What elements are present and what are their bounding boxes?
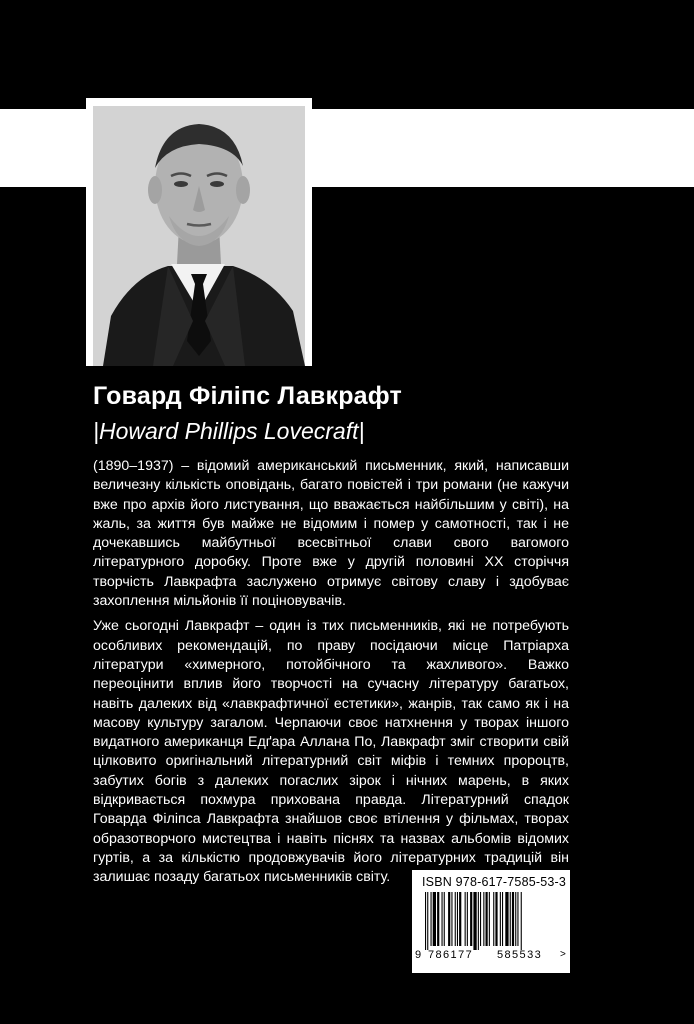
author-portrait <box>93 106 305 366</box>
barcode-bar <box>467 892 468 946</box>
bio-paragraph: (1890–1937) – відомий американський письменник, який, написавши величезну кількість оповідань, багато повістей і три романи (не кажучи вже про архів його листування, що вважається найбільшим у світі), на жаль, за життя був майже не відомим і помер у самотності, так і не дочекавшись майбутньої всесвітньої слави свого вагомого літературного доробку. Проте вже у другій половині XX сторіччя творчість Лавкрафта заслужено отримує світову славу і здобуває захоплення мільйонів її поціновувачів. <box>93 458 569 610</box>
barcode-bar <box>459 892 461 946</box>
barcode-bar <box>473 892 476 950</box>
barcode-bar <box>517 892 518 946</box>
barcode-bar <box>478 892 479 950</box>
isbn-barcode <box>412 870 570 973</box>
barcode-bar <box>455 892 456 946</box>
barcode-bar <box>465 892 466 946</box>
barcode-bar <box>486 892 488 946</box>
barcode-bar <box>521 892 522 950</box>
barcode-bar <box>512 892 514 946</box>
barcode-bar <box>457 892 458 946</box>
barcode-bar <box>505 892 508 946</box>
isbn-label: ISBN 978-617-7585-53-3 <box>422 875 567 889</box>
barcode-bar <box>433 892 436 946</box>
barcode-bar <box>502 892 503 946</box>
barcode-bar <box>489 892 490 946</box>
barcode-bar <box>495 892 497 946</box>
barcode-bar <box>470 892 472 946</box>
author-name-english: |Howard Phillips Lovecraft| <box>93 418 365 444</box>
bio-paragraph: Уже сьогодні Лавкрафт – один із тих письменників, які не потребують особливих рекомендацій, по праву посідаючи місце Патріарха літератури «химерного, потойбічного та жахливого». Важко переоцінити вплив його творчості на сучасну літературу багатьох, навіть далеких від «лавкрафтичної естетики», жанрів, так само як і на масову культуру загалом. Черпаючи своє натхнення у творах іншого видатного американця Едґара Аллана По, Лавкрафт зміг створити свій цілковито оригінальний літературний світ міфів і темних пророцтв, забутих богів з далеких погаслих зірок і нічних марень, в яких відкривається похмура прихована правда. Літературний спадок Говарда Філіпса Лавкрафта знайшов своє втілення у фільмах, творах образотворчого мистецтва і навіть піснях та назвах альбомів відомих гуртів, а за кількістю продовжувачів його літературних традицій він залишає позаду багатьох письменників світу. <box>93 618 569 886</box>
barcode-bar <box>437 892 439 946</box>
barcode-bar <box>451 892 452 946</box>
author-biography <box>93 457 569 894</box>
barcode-bar <box>431 892 432 946</box>
barcode-bar <box>483 892 484 946</box>
barcode-bar <box>515 892 516 946</box>
barcode-bars <box>415 892 567 950</box>
barcode-bar <box>510 892 511 946</box>
barcode-bar <box>480 892 481 946</box>
barcode-bar <box>427 892 428 950</box>
barcode-digits-right: 585533 <box>497 949 543 961</box>
barcode-bar <box>448 892 450 946</box>
barcode-digit-first: 9 <box>415 949 422 961</box>
barcode-bar <box>442 892 443 946</box>
barcode-bar <box>500 892 501 946</box>
barcode-digits-left: 786177 <box>428 949 474 961</box>
author-name-ukrainian: Говард Філіпс Лавкрафт <box>93 382 402 410</box>
barcode-bar <box>444 892 445 946</box>
barcode-bar <box>425 892 426 950</box>
barcode-bar <box>493 892 494 946</box>
barcode-arrow: > <box>560 949 566 960</box>
